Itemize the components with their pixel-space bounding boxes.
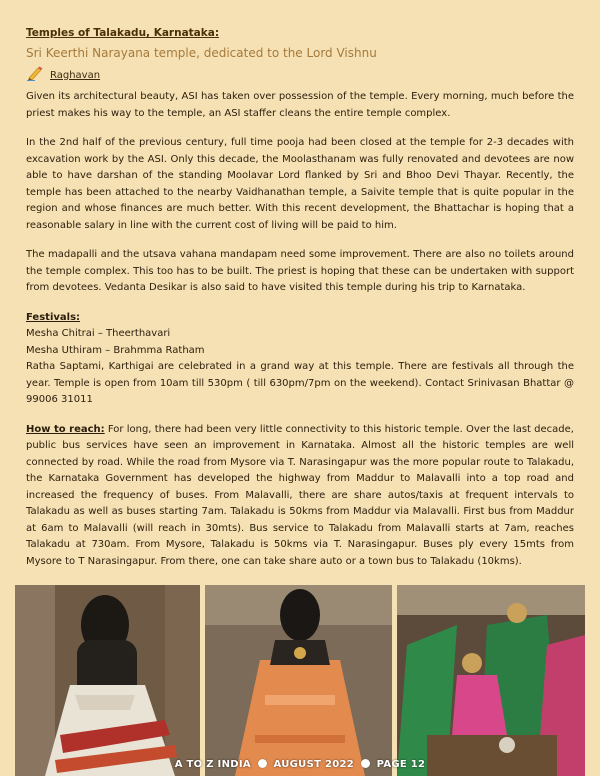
festivals-heading: Festivals: xyxy=(26,311,81,323)
article xyxy=(26,26,574,570)
how-to-reach-paragraph xyxy=(26,422,574,571)
bullet-icon xyxy=(258,759,267,768)
author-byline xyxy=(26,67,574,83)
utsavar-photo xyxy=(205,585,392,776)
issue-date: AUGUST 2022 xyxy=(273,759,355,770)
paragraph-asi: Given its architectural beauty, ASI has taken over possession of the temple. Every morning, much before the priest makes his way to the temple, an ASI staffer cleans the entire temple complex. xyxy=(26,91,574,119)
page-number: PAGE 12 xyxy=(376,759,426,770)
festivals-text: Ratha Saptami, Karthigai are celebrated in a grand way at this temple. There are festivals all through the year. Temple is open from 10am till 530pm ( till 630pm/7pm on the weekend). Contact Srinivasan Bhattar @ 99006 31011 xyxy=(26,361,574,405)
article-subtitle: Sri Keerthi Narayana temple, dedicated to the Lord Vishnu xyxy=(26,46,377,60)
pen-icon xyxy=(26,65,44,85)
festival-line: Mesha Uthiram – Brahmma Ratham xyxy=(26,344,205,356)
page-footer xyxy=(0,759,600,770)
deity-photo xyxy=(15,585,200,776)
paragraph-history: In the 2nd half of the previous century, full time pooja had been closed at the temple for 2-3 decades with excavation work by the ASI. Only this decade, the Moolasthanam was fully renovated and devotees are now able to have darshan of the standing Moolavar Lord flanked by Sri and Bhoo Devi Thayar. Recently, the temple has been attached to the nearby Vaidhanathan temple, a Saivite temple that is quite popular in the region and whose finances are much better. With this recent development, the Bhattachar is hoping that a reasonable salary in line with the current cost of living will be paid to him. xyxy=(26,137,574,231)
photo-strip xyxy=(15,585,585,776)
author-name[interactable]: Raghavan xyxy=(50,69,101,81)
how-to-reach-text: For long, there had been very little connectivity to this historic temple. Over the last decade, public bus services have seen an improvement in Karnataka. Almost all the historic temples are well connected by road. While the road from Mysore via T. Narasingapur was the more popular route to Talakadu, the Karnataka Government has developed the highway from Maddur to Malavalli into a top road and increased the frequency of buses. From Malavalli, there are share autos/taxis at frequent intervals to Talakadu as well as buses starting 7am. Talakadu is 50kms from Maddur via Malavalli. First bus from Maddur at 6am to Malavalli (will reach in 30mts). Bus service to Talakadu from Malavalli starts at 7am, reaches Talakadu at 730am. From Mysore, Talakadu is 50kms via T. Narasingapur. Buses ply every 15mts from Mysore to T Narasingapur. From there, one can take share auto or a town bus to Talakadu (10kms). xyxy=(26,423,574,567)
festival-line: Mesha Chitrai – Theerthavari xyxy=(26,328,171,339)
series-title[interactable]: Temples of Talakadu, Karnataka: xyxy=(26,27,220,39)
bullet-icon xyxy=(361,759,370,768)
paragraph-needs: The madapalli and the utsava vahana mandapam need some improvement. There are also no toilets around the temple complex. This too has to be built. The priest is hoping that these can be undertaken with support from devotees. Vedanta Desikar is also said to have visited this temple during his trip to Karnataka. xyxy=(26,249,574,293)
magazine-name: A TO Z INDIA xyxy=(174,759,251,770)
thayar-photo xyxy=(397,585,585,776)
how-to-reach-heading: How to reach: xyxy=(26,423,105,435)
